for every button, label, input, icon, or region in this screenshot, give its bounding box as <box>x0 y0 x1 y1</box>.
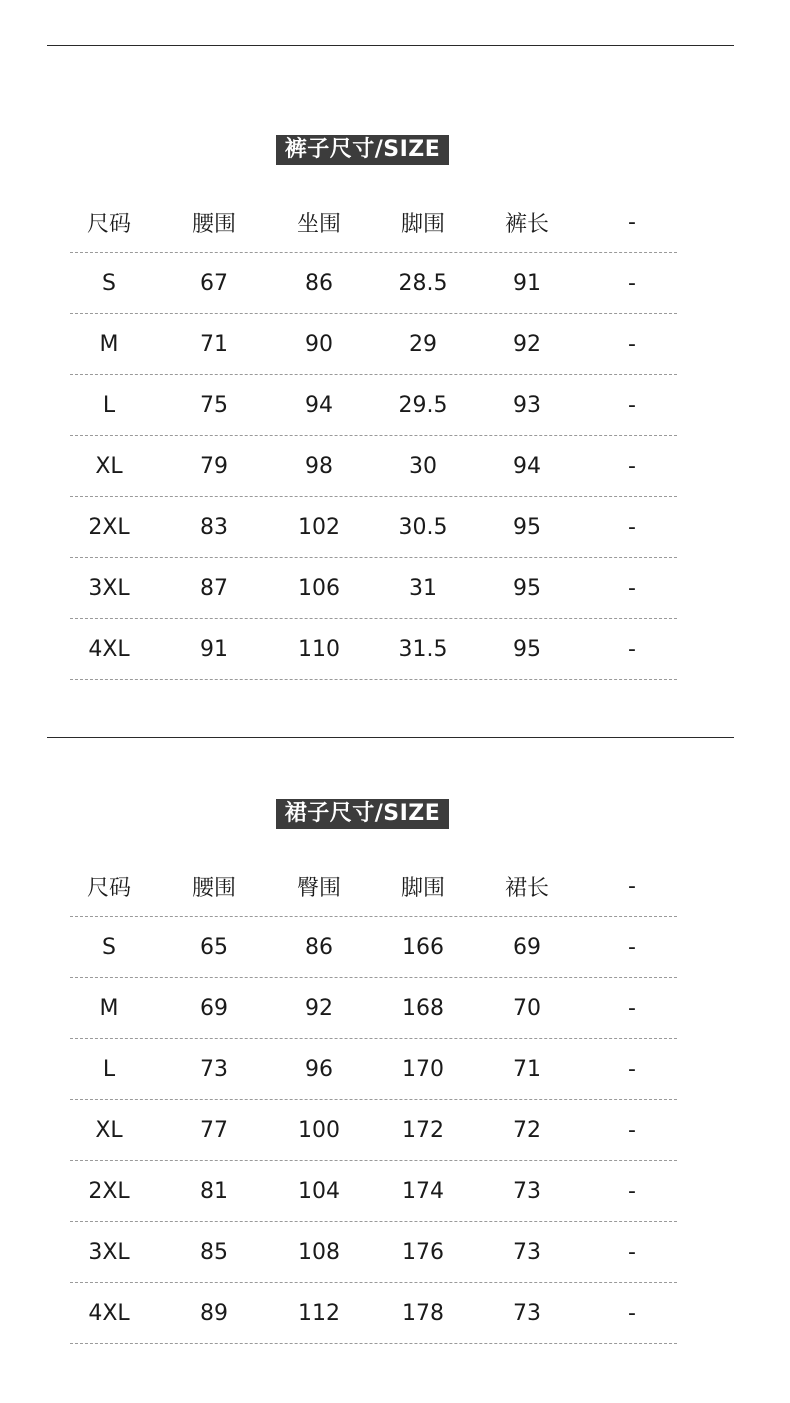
table-row <box>70 1222 677 1283</box>
table-row <box>70 253 677 314</box>
length-cell: 70 <box>513 995 541 1021</box>
extra-cell: - <box>628 1178 636 1204</box>
seat-cell: 94 <box>305 392 333 418</box>
length-cell: 92 <box>513 331 541 357</box>
extra-cell: - <box>628 331 636 357</box>
waist-cell: 71 <box>200 331 228 357</box>
length-cell: 73 <box>513 1178 541 1204</box>
length-cell: 69 <box>513 934 541 960</box>
header-extra: - <box>628 209 636 235</box>
size-cell: M <box>99 995 119 1021</box>
seat-cell: 102 <box>298 514 340 540</box>
seat-cell: 110 <box>298 636 340 662</box>
extra-cell: - <box>628 575 636 601</box>
hem-cell: 174 <box>402 1178 444 1204</box>
table-row <box>70 1039 677 1100</box>
hip-cell: 100 <box>298 1117 340 1143</box>
length-cell: 71 <box>513 1056 541 1082</box>
skirt-size-table <box>70 856 677 1344</box>
waist-cell: 81 <box>200 1178 228 1204</box>
hem-cell: 29 <box>409 331 437 357</box>
size-cell: 2XL <box>88 514 130 540</box>
length-cell: 94 <box>513 453 541 479</box>
hem-cell: 176 <box>402 1239 444 1265</box>
table-row <box>70 917 677 978</box>
waist-cell: 69 <box>200 995 228 1021</box>
waist-cell: 85 <box>200 1239 228 1265</box>
length-cell: 95 <box>513 575 541 601</box>
header-hip: 臀围 <box>296 875 341 901</box>
size-cell: 4XL <box>88 636 130 662</box>
length-cell: 93 <box>513 392 541 418</box>
length-cell: 91 <box>513 270 541 296</box>
size-cell: 3XL <box>88 1239 130 1265</box>
hem-cell: 30.5 <box>398 514 448 540</box>
waist-cell: 67 <box>200 270 228 296</box>
size-cell: XL <box>95 453 123 479</box>
table-row <box>70 978 677 1039</box>
size-cell: XL <box>95 1117 123 1143</box>
seat-cell: 86 <box>305 270 333 296</box>
hem-cell: 166 <box>402 934 444 960</box>
length-cell: 73 <box>513 1300 541 1326</box>
waist-cell: 75 <box>200 392 228 418</box>
pants-size-table <box>70 192 677 680</box>
header-waist: 腰围 <box>191 211 236 237</box>
length-cell: 95 <box>513 514 541 540</box>
middle-divider <box>47 737 734 738</box>
skirt-size-title: 裙子尺寸/SIZE <box>276 799 449 829</box>
hem-cell: 28.5 <box>398 270 448 296</box>
waist-cell: 83 <box>200 514 228 540</box>
table-row <box>70 619 677 680</box>
top-divider <box>47 45 734 46</box>
hem-cell: 172 <box>402 1117 444 1143</box>
waist-cell: 65 <box>200 934 228 960</box>
table-row <box>70 314 677 375</box>
extra-cell: - <box>628 1117 636 1143</box>
size-cell: L <box>102 1056 116 1082</box>
header-seat: 坐围 <box>296 211 341 237</box>
size-cell: M <box>99 331 119 357</box>
size-cell: 2XL <box>88 1178 130 1204</box>
hem-cell: 31.5 <box>398 636 448 662</box>
waist-cell: 91 <box>200 636 228 662</box>
extra-cell: - <box>628 392 636 418</box>
header-length: 裙长 <box>504 875 549 901</box>
table-row <box>70 1161 677 1222</box>
extra-cell: - <box>628 514 636 540</box>
header-extra: - <box>628 873 636 899</box>
extra-cell: - <box>628 995 636 1021</box>
size-cell: 3XL <box>88 575 130 601</box>
hip-cell: 112 <box>298 1300 340 1326</box>
table-row <box>70 375 677 436</box>
hip-cell: 96 <box>305 1056 333 1082</box>
extra-cell: - <box>628 934 636 960</box>
size-cell: L <box>102 392 116 418</box>
hip-cell: 104 <box>298 1178 340 1204</box>
table-row <box>70 1283 677 1344</box>
hem-cell: 168 <box>402 995 444 1021</box>
waist-cell: 89 <box>200 1300 228 1326</box>
extra-cell: - <box>628 1300 636 1326</box>
extra-cell: - <box>628 270 636 296</box>
table-row <box>70 497 677 558</box>
size-cell: S <box>102 270 116 296</box>
hem-cell: 170 <box>402 1056 444 1082</box>
hem-cell: 31 <box>409 575 437 601</box>
table-row <box>70 558 677 619</box>
waist-cell: 77 <box>200 1117 228 1143</box>
waist-cell: 73 <box>200 1056 228 1082</box>
header-hem: 脚围 <box>400 211 445 237</box>
length-cell: 72 <box>513 1117 541 1143</box>
size-cell: S <box>102 934 116 960</box>
extra-cell: - <box>628 1239 636 1265</box>
extra-cell: - <box>628 453 636 479</box>
length-cell: 73 <box>513 1239 541 1265</box>
waist-cell: 79 <box>200 453 228 479</box>
extra-cell: - <box>628 1056 636 1082</box>
table-row <box>70 436 677 497</box>
hip-cell: 86 <box>305 934 333 960</box>
seat-cell: 98 <box>305 453 333 479</box>
pants-size-title: 裤子尺寸/SIZE <box>276 135 449 165</box>
length-cell: 95 <box>513 636 541 662</box>
seat-cell: 90 <box>305 331 333 357</box>
header-length: 裤长 <box>504 211 549 237</box>
table-header-row <box>70 192 677 253</box>
hem-cell: 178 <box>402 1300 444 1326</box>
header-size: 尺码 <box>86 211 131 237</box>
table-header-row <box>70 856 677 917</box>
size-cell: 4XL <box>88 1300 130 1326</box>
seat-cell: 106 <box>298 575 340 601</box>
waist-cell: 87 <box>200 575 228 601</box>
hem-cell: 29.5 <box>398 392 448 418</box>
hip-cell: 108 <box>298 1239 340 1265</box>
hip-cell: 92 <box>305 995 333 1021</box>
table-row <box>70 1100 677 1161</box>
header-waist: 腰围 <box>191 875 236 901</box>
hem-cell: 30 <box>409 453 437 479</box>
header-hem: 脚围 <box>400 875 445 901</box>
header-size: 尺码 <box>86 875 131 901</box>
extra-cell: - <box>628 636 636 662</box>
